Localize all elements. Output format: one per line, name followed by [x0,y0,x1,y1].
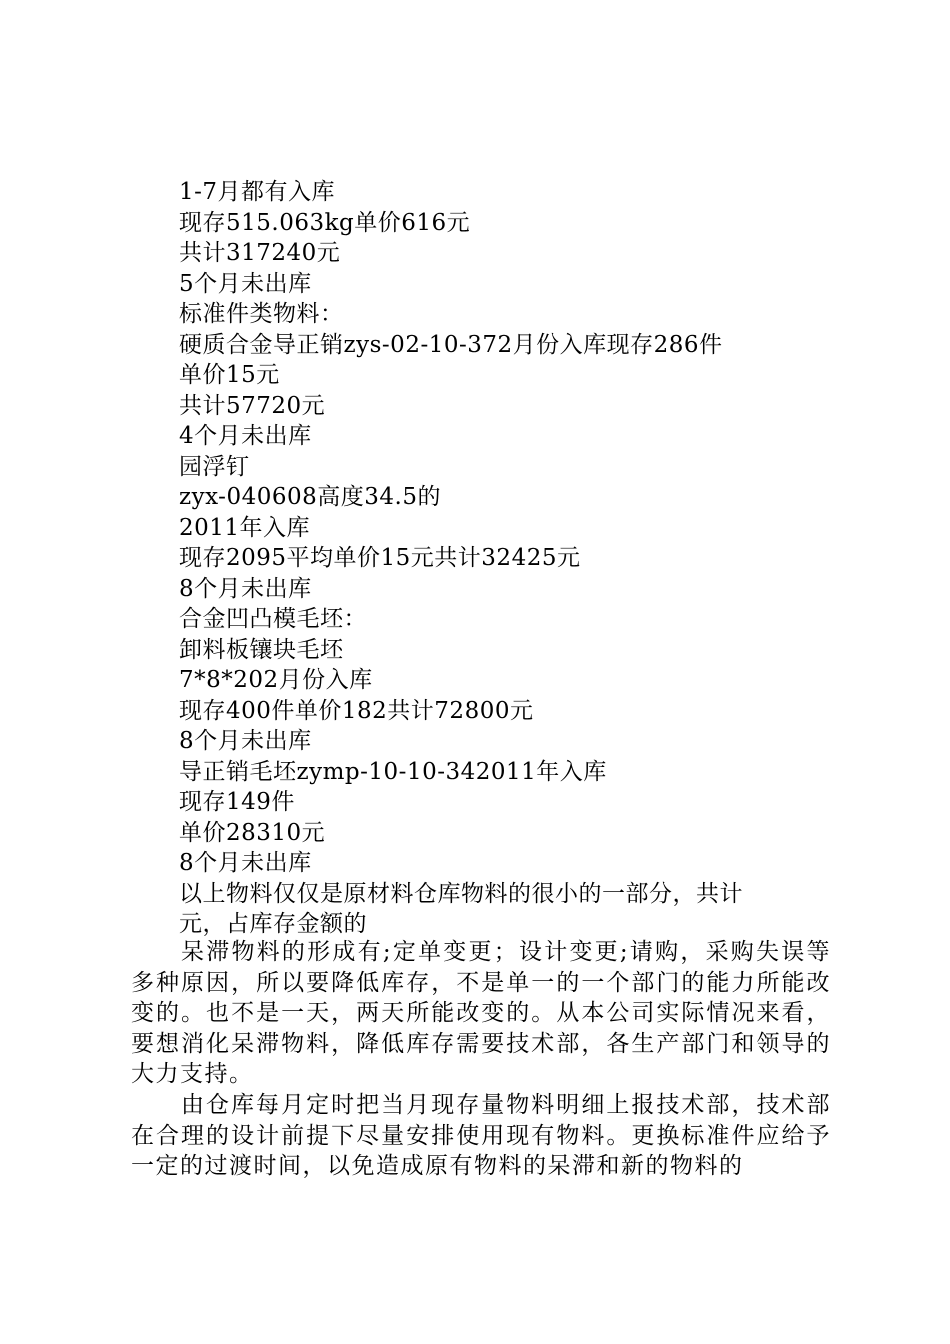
line-6: 单价15元 [179,362,280,388]
line-2: 共计317240元 [179,240,341,266]
line-11: 2011年入库 [179,514,311,541]
line-3: 5个月未出库 [179,270,312,297]
paragraph-causes: 呆滞物料的形成有;定单变更；设计变更;请购，采购失误等多种原因，所以要降低库存，不是单一的一个部门的能力所能改变的。也不是一天，两天所能改变的。从本公司实际情况来看，要想消化呆滞物料，降低库存需要技术部，各生产部门和领导的大力支持。 [131,939,831,1087]
line-13: 8个月未出库 [179,575,312,602]
line-10: zyx-040608高度34.5的 [179,484,441,510]
line-15: 卸料板镶块毛坯 [179,636,344,663]
line-17: 现存400件单价182共计72800元 [179,697,534,724]
inventory-lines [179,177,743,940]
line-0: 1-7月都有入库 [179,179,336,205]
line-1: 现存515.063kg单价616元 [179,209,471,236]
line-22: 8个月未出库 [179,850,312,876]
line-24: 元，占库存金额的 [179,911,367,937]
line-19: 导正销毛坯zymp-10-10-342011年入库 [179,758,607,785]
line-14: 合金凹凸模毛坯： [179,606,367,632]
paragraph-measures: 由仓库每月定时把当月现存量物料明细上报技术部，技术部在合理的设计前提下尽量安排使用现有物料。更换标准件应给予一定的过渡时间，以免造成原有物料的呆滞和新的物料的 [131,1092,831,1179]
line-18: 8个月未出库 [179,728,312,754]
line-5: 硬质合金导正销zys-02-10-372月份入库现存286件 [179,331,723,358]
line-8: 4个月未出库 [179,423,312,449]
line-7: 共计57720元 [179,392,326,419]
line-12: 现存2095平均单价15元共计32425元 [179,545,581,571]
line-9: 园浮钉 [179,453,250,480]
line-4: 标准件类物料： [179,301,344,327]
line-23: 以上物料仅仅是原材料仓库物料的很小的一部分，共计 [179,880,743,907]
line-16: 7*8*202月份入库 [179,667,373,693]
line-20: 现存149件 [179,789,295,815]
line-21: 单价28310元 [179,819,326,846]
